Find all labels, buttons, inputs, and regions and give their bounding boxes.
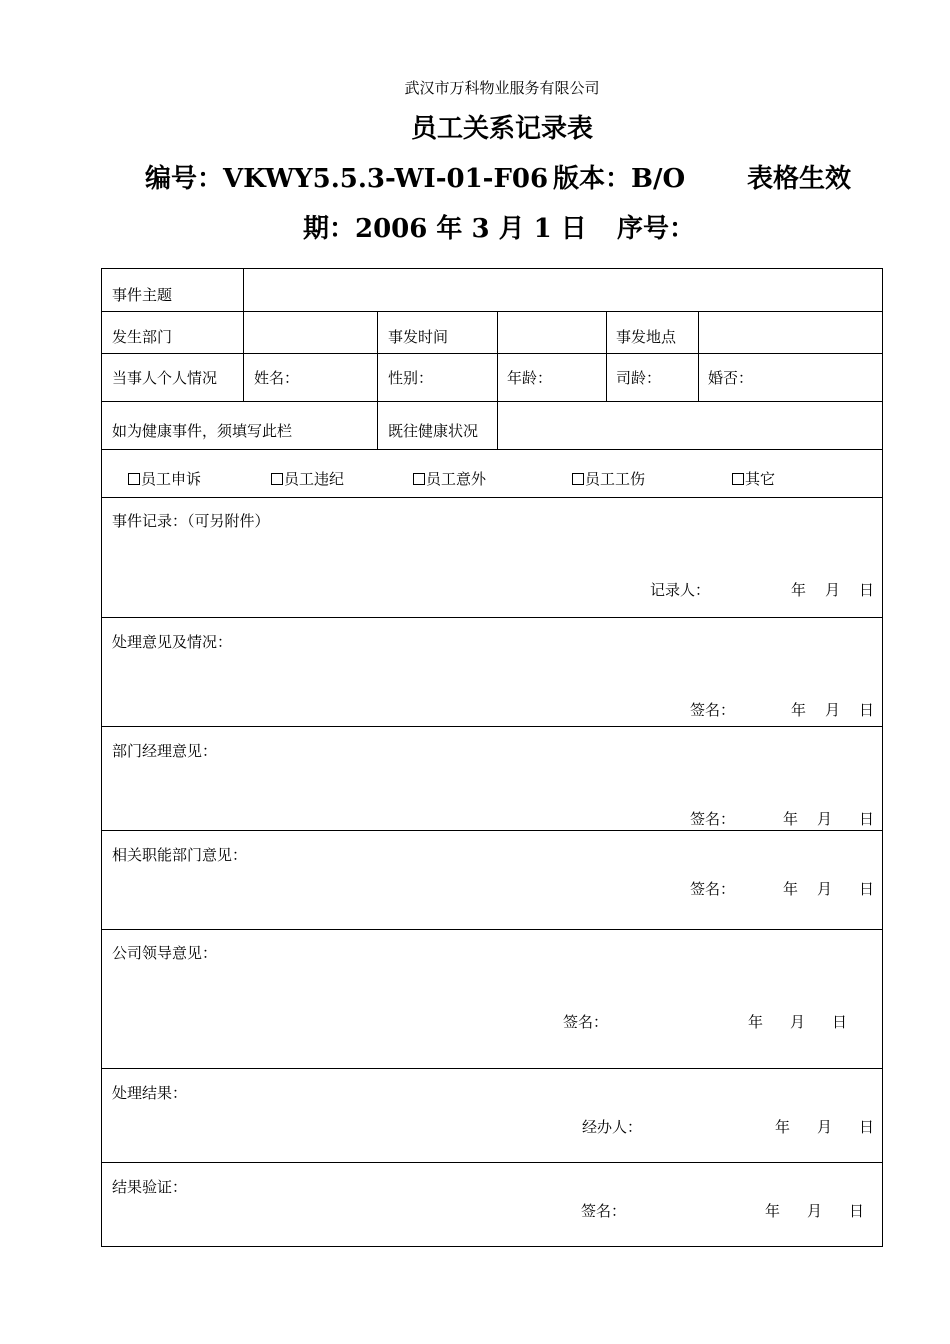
event-time-label: 事发时间 xyxy=(388,328,449,346)
checkbox-icon xyxy=(572,473,584,485)
signature-label: 签名： xyxy=(690,701,736,719)
event-place-label: 事发地点 xyxy=(616,328,677,346)
result-verification-label: 结果验证： xyxy=(112,1178,188,1196)
name-field[interactable]: 姓名： xyxy=(254,369,300,387)
date-day: 日 xyxy=(859,810,875,828)
date-day: 日 xyxy=(859,701,875,719)
handler-label: 经办人： xyxy=(582,1118,643,1136)
recorder-label: 记录人： xyxy=(650,581,711,599)
age-field[interactable]: 年龄： xyxy=(507,369,553,387)
handling-opinion-label: 处理意见及情况： xyxy=(112,633,233,651)
event-record-label: 事件记录：（可另附件） xyxy=(112,512,270,530)
column-divider xyxy=(497,311,498,449)
date-day: 日 xyxy=(859,1118,875,1136)
event-place-field[interactable] xyxy=(700,312,881,353)
date-month: 月 xyxy=(817,810,833,828)
signature-label: 签名： xyxy=(563,1013,609,1031)
subject-field[interactable] xyxy=(245,269,881,311)
column-divider xyxy=(606,311,607,401)
date-month: 月 xyxy=(817,1118,833,1136)
effective-date-label-2: 期：2006 年 3 月 1 日 xyxy=(303,214,587,244)
form-title: 员工关系记录表 xyxy=(410,114,593,144)
date-day: 日 xyxy=(859,880,875,898)
category-accident-checkbox[interactable]: 员工意外 xyxy=(413,468,486,489)
event-time-field[interactable] xyxy=(499,312,605,353)
record-form-table xyxy=(101,268,883,1247)
row-divider xyxy=(102,617,882,618)
effective-date-label-1: 表格生效 xyxy=(747,164,852,194)
department-label: 发生部门 xyxy=(112,328,173,346)
checkbox-icon xyxy=(128,473,140,485)
signature-label: 签名： xyxy=(581,1202,627,1220)
row-divider xyxy=(102,353,882,354)
subject-label: 事件主题 xyxy=(112,286,173,304)
checkbox-icon xyxy=(732,473,744,485)
column-divider xyxy=(377,311,378,449)
service-years-field[interactable]: 司龄： xyxy=(616,369,662,387)
date-day: 日 xyxy=(859,581,875,599)
row-divider xyxy=(102,830,882,831)
row-divider xyxy=(102,929,882,930)
company-name: 武汉市万科物业服务有限公司 xyxy=(404,79,600,97)
gender-field[interactable]: 性别： xyxy=(388,369,434,387)
date-year: 年 xyxy=(791,701,807,719)
date-day: 日 xyxy=(832,1013,848,1031)
party-info-label: 当事人个人情况 xyxy=(112,369,218,387)
date-month: 月 xyxy=(825,701,841,719)
date-month: 月 xyxy=(825,581,841,599)
date-year: 年 xyxy=(775,1118,791,1136)
date-day: 日 xyxy=(849,1202,865,1220)
row-divider xyxy=(102,497,882,498)
date-year: 年 xyxy=(748,1013,764,1031)
row-divider xyxy=(102,449,882,450)
checkbox-icon xyxy=(271,473,283,485)
signature-label: 签名： xyxy=(690,880,736,898)
row-divider xyxy=(102,1068,882,1069)
column-divider xyxy=(698,311,699,401)
department-field[interactable] xyxy=(245,312,376,353)
category-complaint-checkbox[interactable]: 员工申诉 xyxy=(128,468,201,489)
form-version: 版本：B/O xyxy=(553,164,686,194)
category-violation-checkbox[interactable]: 员工违纪 xyxy=(271,468,344,489)
related-dept-opinion-label: 相关职能部门意见： xyxy=(112,846,248,864)
date-month: 月 xyxy=(817,880,833,898)
serial-number-label: 序号： xyxy=(617,214,696,244)
category-other-checkbox[interactable]: 其它 xyxy=(732,468,775,489)
column-divider xyxy=(243,269,244,401)
checkbox-icon xyxy=(413,473,425,485)
date-year: 年 xyxy=(783,880,799,898)
health-history-label: 既往健康状况 xyxy=(388,422,479,440)
date-month: 月 xyxy=(807,1202,823,1220)
row-divider xyxy=(102,1162,882,1163)
date-month: 月 xyxy=(790,1013,806,1031)
signature-label: 签名： xyxy=(690,810,736,828)
form-code: 编号：VKWY5.5.3-WI-01-F06 xyxy=(145,164,549,194)
date-year: 年 xyxy=(783,810,799,828)
category-injury-checkbox[interactable]: 员工工伤 xyxy=(572,468,645,489)
date-year: 年 xyxy=(765,1202,781,1220)
marital-status-field[interactable]: 婚否： xyxy=(708,369,754,387)
health-history-field[interactable] xyxy=(499,402,881,449)
leadership-opinion-label: 公司领导意见： xyxy=(112,944,218,962)
dept-manager-opinion-label: 部门经理意见： xyxy=(112,742,218,760)
health-event-label: 如为健康事件，须填写此栏 xyxy=(112,422,293,440)
date-year: 年 xyxy=(791,581,807,599)
handling-result-label: 处理结果： xyxy=(112,1084,188,1102)
row-divider xyxy=(102,726,882,727)
